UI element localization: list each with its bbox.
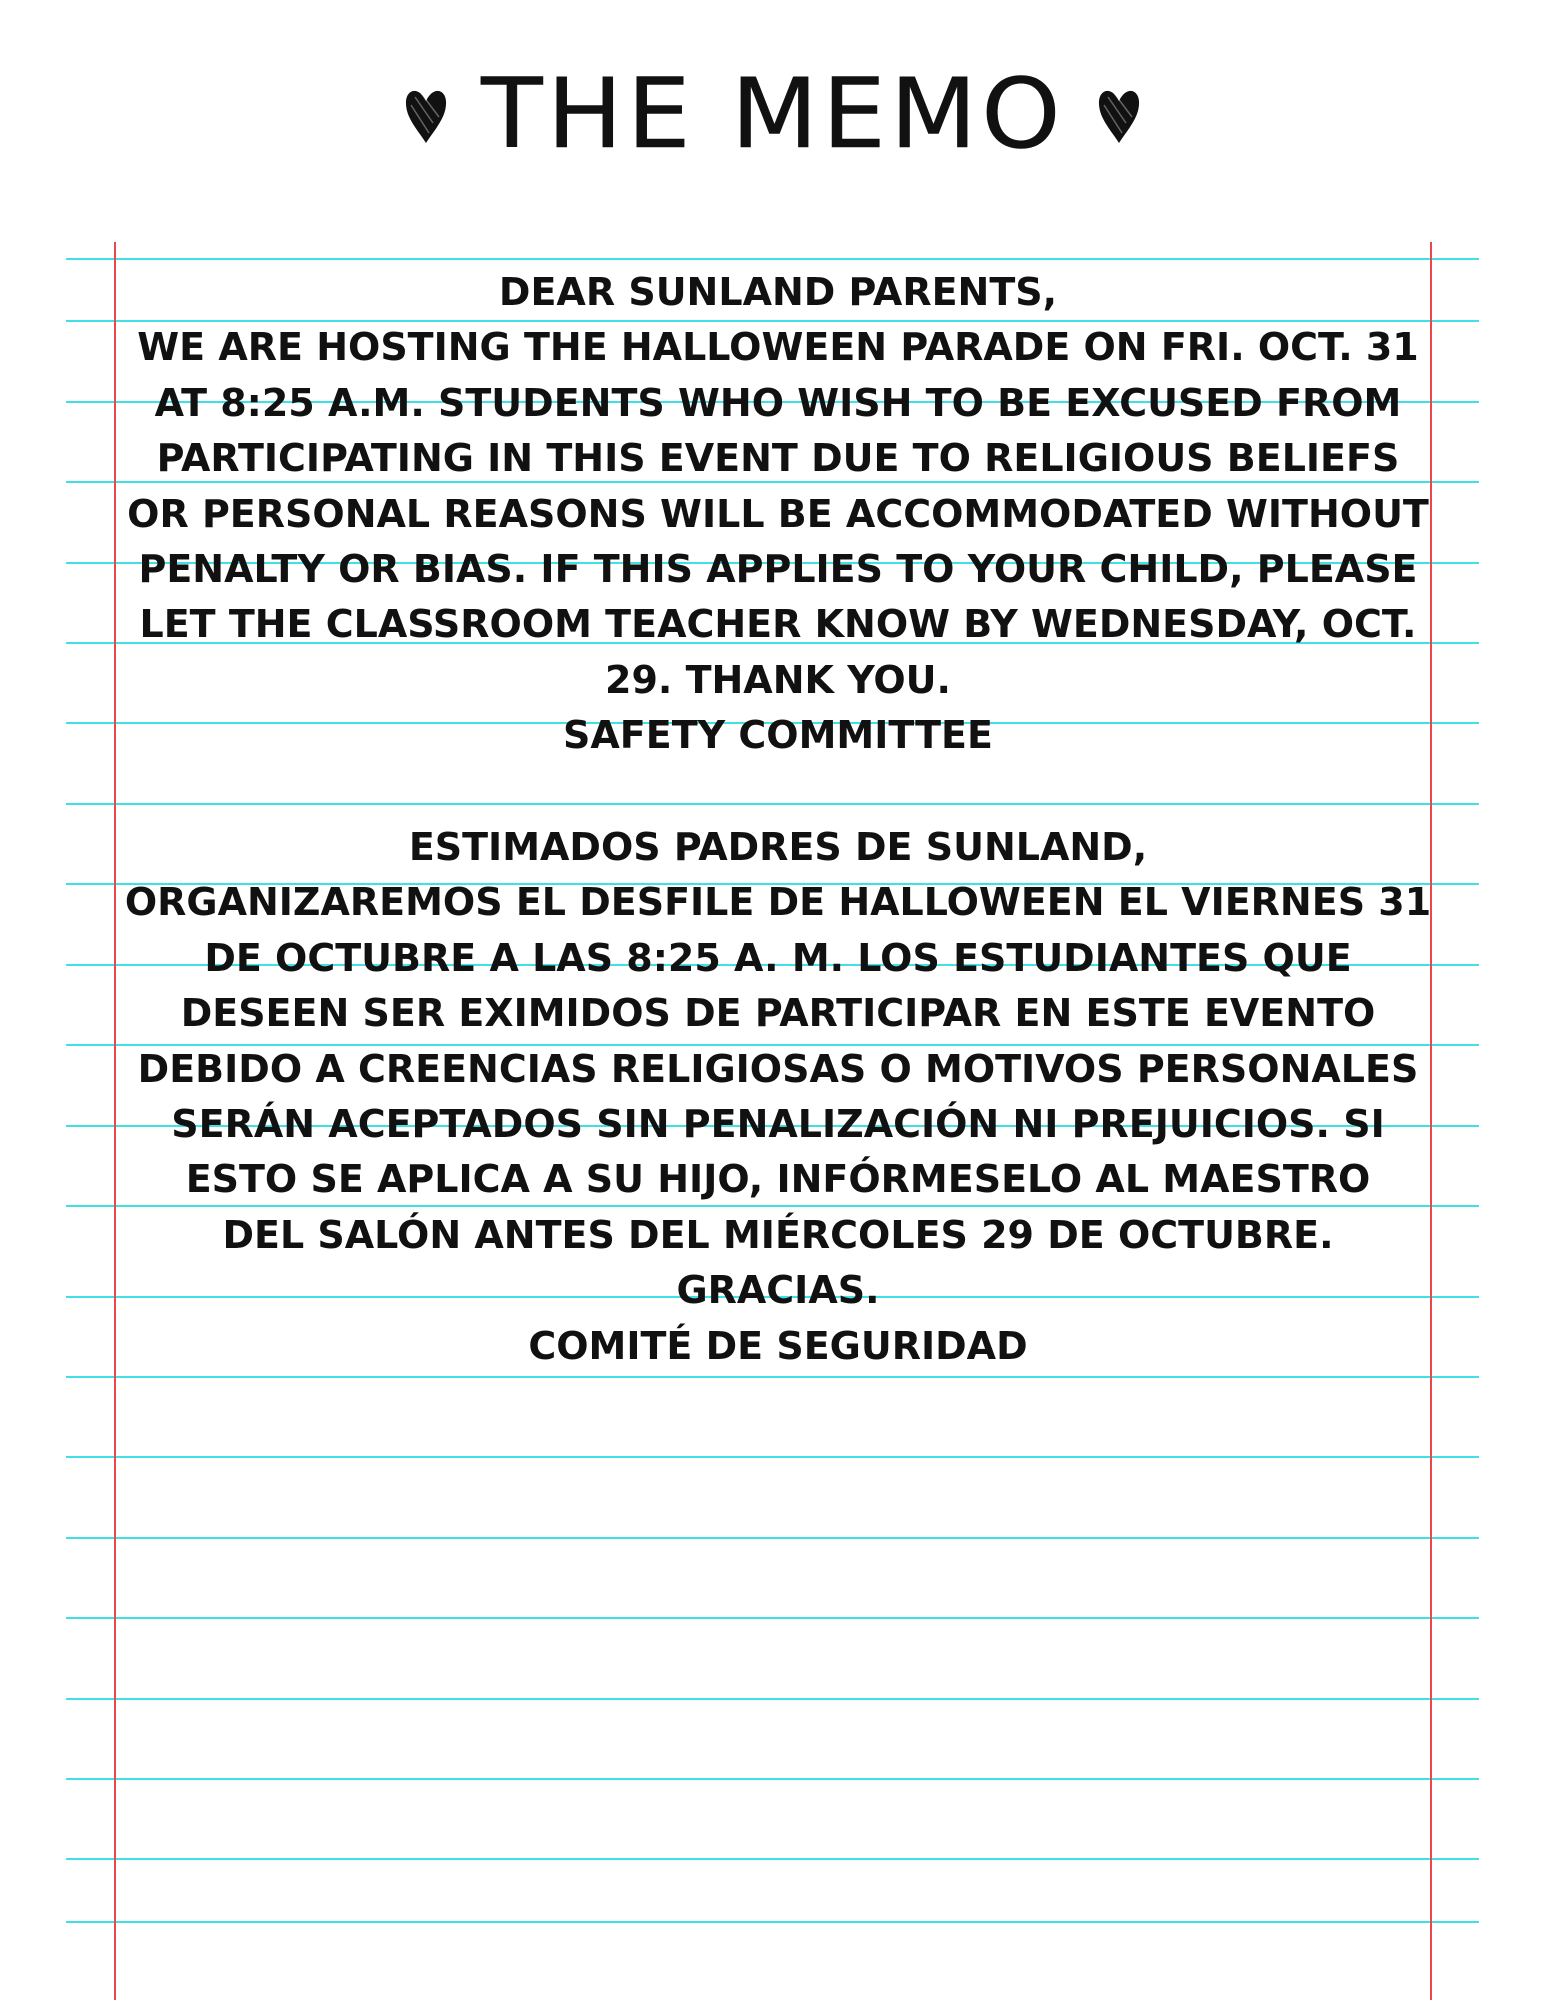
spanish-body-line: DEL SALÓN ANTES DEL MIÉRCOLES 29 DE OCTUBRE.: [222, 1212, 1334, 1257]
ruled-line: [66, 1698, 1479, 1700]
english-body-line: PARTICIPATING IN THIS EVENT DUE TO RELIGIOUS BELIEFS: [156, 436, 1400, 481]
ruled-line: [66, 1778, 1479, 1780]
english-body-line: PENALTY OR BIAS. IF THIS APPLIES TO YOUR CHILD, PLEASE: [138, 547, 1418, 592]
english-signature: SAFETY COMMITTEE: [563, 713, 993, 758]
spanish-greeting: ESTIMADOS PADRES DE SUNLAND,: [408, 825, 1148, 869]
left-margin-line: [114, 242, 116, 2000]
english-body-line: LET THE CLASSROOM TEACHER KNOW BY WEDNESDAY, OCT.: [139, 602, 1417, 647]
heart-icon: [403, 83, 449, 145]
ruled-line: [66, 258, 1479, 260]
ruled-line: [66, 1617, 1479, 1619]
ruled-line: [66, 1537, 1479, 1539]
english-body-line: WE ARE HOSTING THE HALLOWEEN PARADE ON FRI. OCT. 31: [137, 325, 1419, 370]
spanish-body-line: GRACIAS.: [676, 1268, 880, 1313]
memo-title: THE MEMO: [480, 58, 1065, 170]
ruled-line: [66, 1858, 1479, 1860]
spanish-body-line: DESEEN SER EXIMIDOS DE PARTICIPAR EN ESTE EVENTO: [180, 991, 1376, 1036]
english-message: [118, 265, 1438, 764]
english-body-line: 29. THANK YOU.: [605, 657, 951, 702]
ruled-line: [66, 1456, 1479, 1458]
ruled-line: [66, 1921, 1479, 1923]
spanish-body-line: DEBIDO A CREENCIAS RELIGIOSAS O MOTIVOS PERSONALES: [137, 1046, 1419, 1091]
spanish-body-line: SERÁN ACEPTADOS SIN PENALIZACIÓN NI PREJUICIOS. SI: [171, 1102, 1385, 1147]
english-body-line: AT 8:25 A.M. STUDENTS WHO WISH TO BE EXCUSED FROM: [154, 380, 1402, 425]
spanish-body-line: ORGANIZAREMOS EL DESFILE DE HALLOWEEN EL VIERNES 31: [124, 880, 1432, 925]
english-body-line: OR PERSONAL REASONS WILL BE ACCOMMODATED WITHOUT: [127, 491, 1429, 536]
spanish-body-line: DE OCTUBRE A LAS 8:25 A. M. LOS ESTUDIANTES QUE: [204, 935, 1352, 980]
heart-icon: [1096, 83, 1142, 145]
spanish-signature: COMITÉ DE SEGURIDAD: [528, 1323, 1028, 1368]
spanish-body-line: ESTO SE APLICA A SU HIJO, INFÓRMESELO AL MAESTRO: [185, 1157, 1371, 1202]
memo-header: [0, 58, 1545, 170]
ruled-line: [66, 803, 1479, 805]
spanish-message: [118, 820, 1438, 1374]
english-greeting: DEAR SUNLAND PARENTS,: [498, 270, 1058, 314]
ruled-line: [66, 1376, 1479, 1378]
